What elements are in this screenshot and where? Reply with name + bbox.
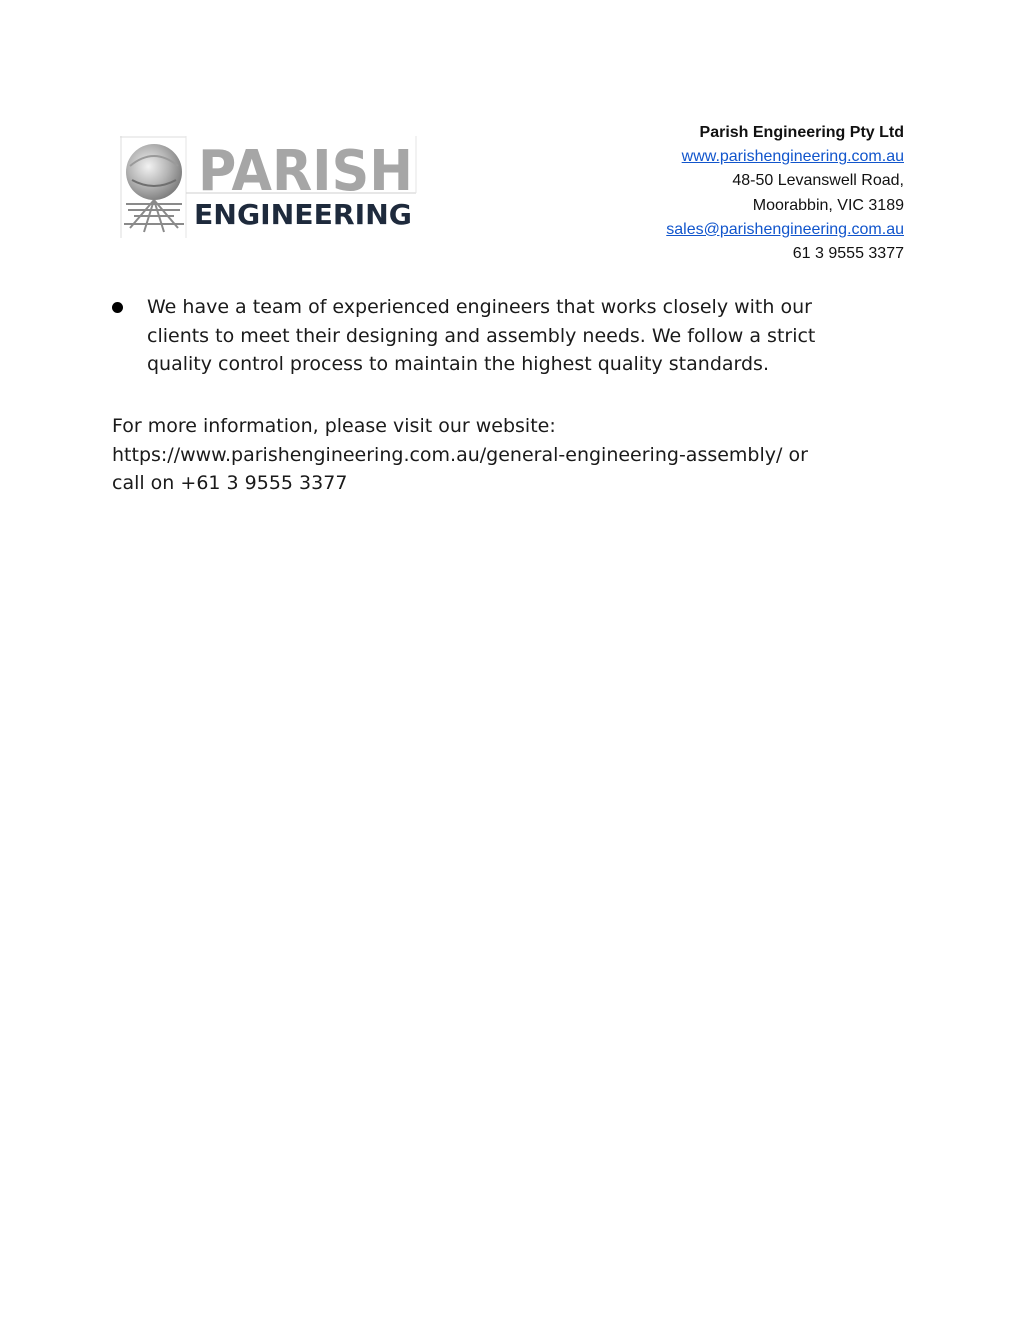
info-line-3: call on +61 3 9555 3377 — [112, 472, 348, 494]
info-line-2: https://www.parishengineering.com.au/general-engineering-assembly/ or — [112, 443, 808, 466]
email-link[interactable]: sales@parishengineering.com.au — [666, 220, 904, 238]
info-line-1: For more information, please visit our website: — [112, 415, 556, 437]
address-line-1: 48-50 Levanswell Road, — [732, 172, 904, 190]
logo-engineering-text: ENGINEERING — [194, 198, 412, 231]
website-link[interactable]: www.parishengineering.com.au — [681, 148, 904, 166]
address-line-2: Moorabbin, VIC 3189 — [752, 196, 904, 214]
phone-number: 61 3 9555 3377 — [792, 245, 904, 263]
info-paragraph — [112, 412, 902, 498]
company-logo — [120, 136, 418, 238]
bullet-icon — [112, 302, 123, 313]
contact-block — [666, 121, 904, 266]
logo-parish-text: PARISH — [198, 139, 413, 204]
bullet-text: We have a team of experienced engineers that works closely with our clients to meet their designing and assembly needs. We follow a strict quality control process to maintain the highest quality standards. — [147, 296, 816, 375]
bullet-list-item — [112, 293, 902, 379]
company-name: Parish Engineering Pty Ltd — [699, 124, 904, 141]
